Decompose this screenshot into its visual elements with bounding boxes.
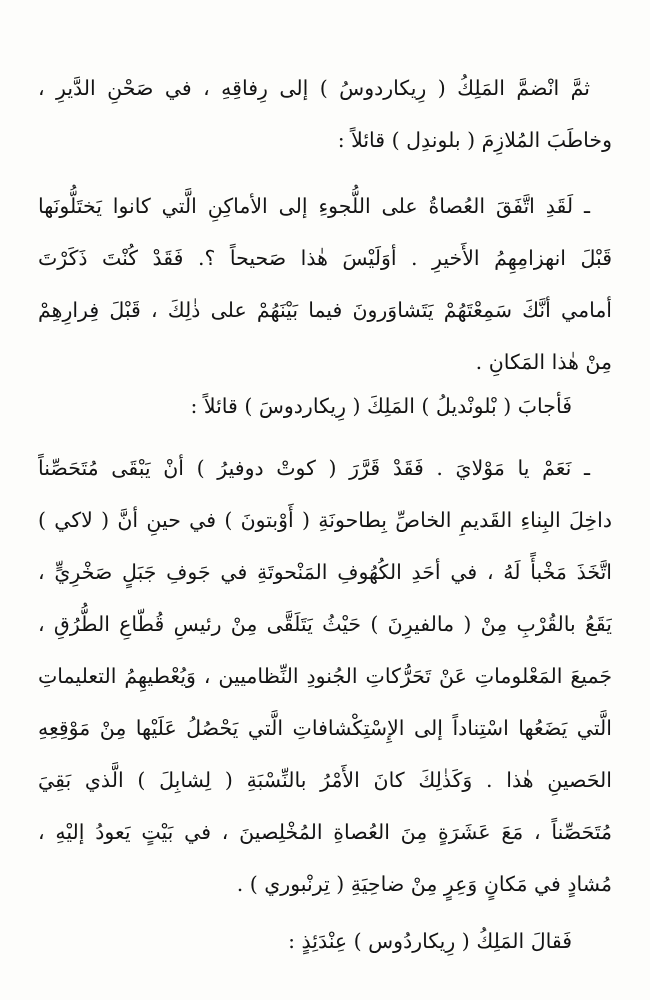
text-line: فَقالَ المَلِكُ ( رِيكاردُوس ) عِنْدَئِذٍ : bbox=[288, 929, 572, 953]
paragraph-king-speech bbox=[38, 180, 612, 388]
paragraph-blondel-reply-intro bbox=[38, 380, 612, 432]
paragraph-king-closing bbox=[38, 915, 612, 967]
text-line: الحَصينِ هٰذا . وَكَذٰلِكَ كانَ الأَمْرُ بالنِّسْبَةِ ( لِشابِلَ ) الَّذي بَقِيَ bbox=[38, 768, 612, 792]
text-line: ـ نَعَمْ يا مَوْلايَ . فَقَدْ قَرَّرَ ( كوتْ دوفيرُ ) أنْ يَبْقَى مُتَحَصِّناً bbox=[38, 456, 590, 480]
text-line: فَأجابَ ( بْلونْديلُ ) المَلِكَ ( رِيكاردوسَ ) قائلاً : bbox=[190, 394, 572, 418]
text-line: قَبْلَ انهزامِهِمُ الأَخيرِ . أوَلَيْسَ هٰذا صَحيحاً ؟. فَقَدْ كُنْتَ ذَكَرْتَ bbox=[38, 246, 612, 270]
text-line: الَّتي يَضَعُها اسْتِناداً إلى الإِسْتِكْشافاتِ الَّتي يَحْصُلُ عَلَيْها مِنْ مَوْقِعِهِ bbox=[38, 716, 612, 740]
text-line: مُشادٍ في مَكانٍ وَعِرٍ مِنْ ضاحِيَةِ ( تِرنْبوري ) . bbox=[236, 872, 612, 896]
text-line: وخاطَبَ المُلازِمَ ( بلوندِل ) قائلاً : bbox=[337, 128, 612, 152]
text-line: يَقَعُ بالقُرْبِ مِنْ ( مالفيرِنَ ) حَيْثُ يَتَلَقَّى مِنْ رئيسِ قُطّاعِ الطُّرُقِ ، bbox=[38, 612, 612, 636]
paragraph-blondel-speech bbox=[38, 442, 612, 910]
text-line: جَميعَ المَعْلوماتِ عَنْ تَحَرُّكاتِ الجُنودِ النِّظاميين ، وَيُعْطيهِمُ التعليماتِ bbox=[38, 664, 612, 688]
paragraph-intro bbox=[38, 62, 612, 166]
text-line: ـ لَقَدِ اتَّفَقَ العُصاةُ على اللُّجوءِ إلى الأماكِنِ الَّتي كانوا يَختَلُّونَها bbox=[38, 194, 590, 218]
text-line: داخِلَ البِناءِ القَديمِ الخاصِّ بِطاحونَةِ ( أَوْبتونَ ) في حينِ أنَّ ( لاكي ) bbox=[38, 508, 612, 532]
text-line: ثمَّ انْضمَّ المَلِكُ ( رِيكاردوسُ ) إلى رِفاقِهِ ، في صَحْنِ الدَّيرِ ، bbox=[38, 76, 590, 100]
text-line: مِنْ هٰذا المَكانِ . bbox=[475, 350, 612, 374]
text-line: أمامي أنَّكَ سَمِعْتَهُمْ يَتَشاوَرونَ فيما بَيْنَهُمْ على ذٰلِكَ ، قَبْلَ فِرارِهِمْ bbox=[38, 298, 612, 322]
text-line: مُتَحَصِّناً ، مَعَ عَشَرَةٍ مِنَ العُصاةِ المُخْلِصينَ ، في بَيْتٍ يَعودُ إليْهِ ، bbox=[38, 820, 612, 844]
text-line: اتَّخَذَ مَخْبأً لَهُ ، في أحَدِ الكُهُوفِ المَنْحوتَةِ في جَوفِ جَبَلٍ صَخْرِيٍّ ، bbox=[38, 560, 612, 584]
